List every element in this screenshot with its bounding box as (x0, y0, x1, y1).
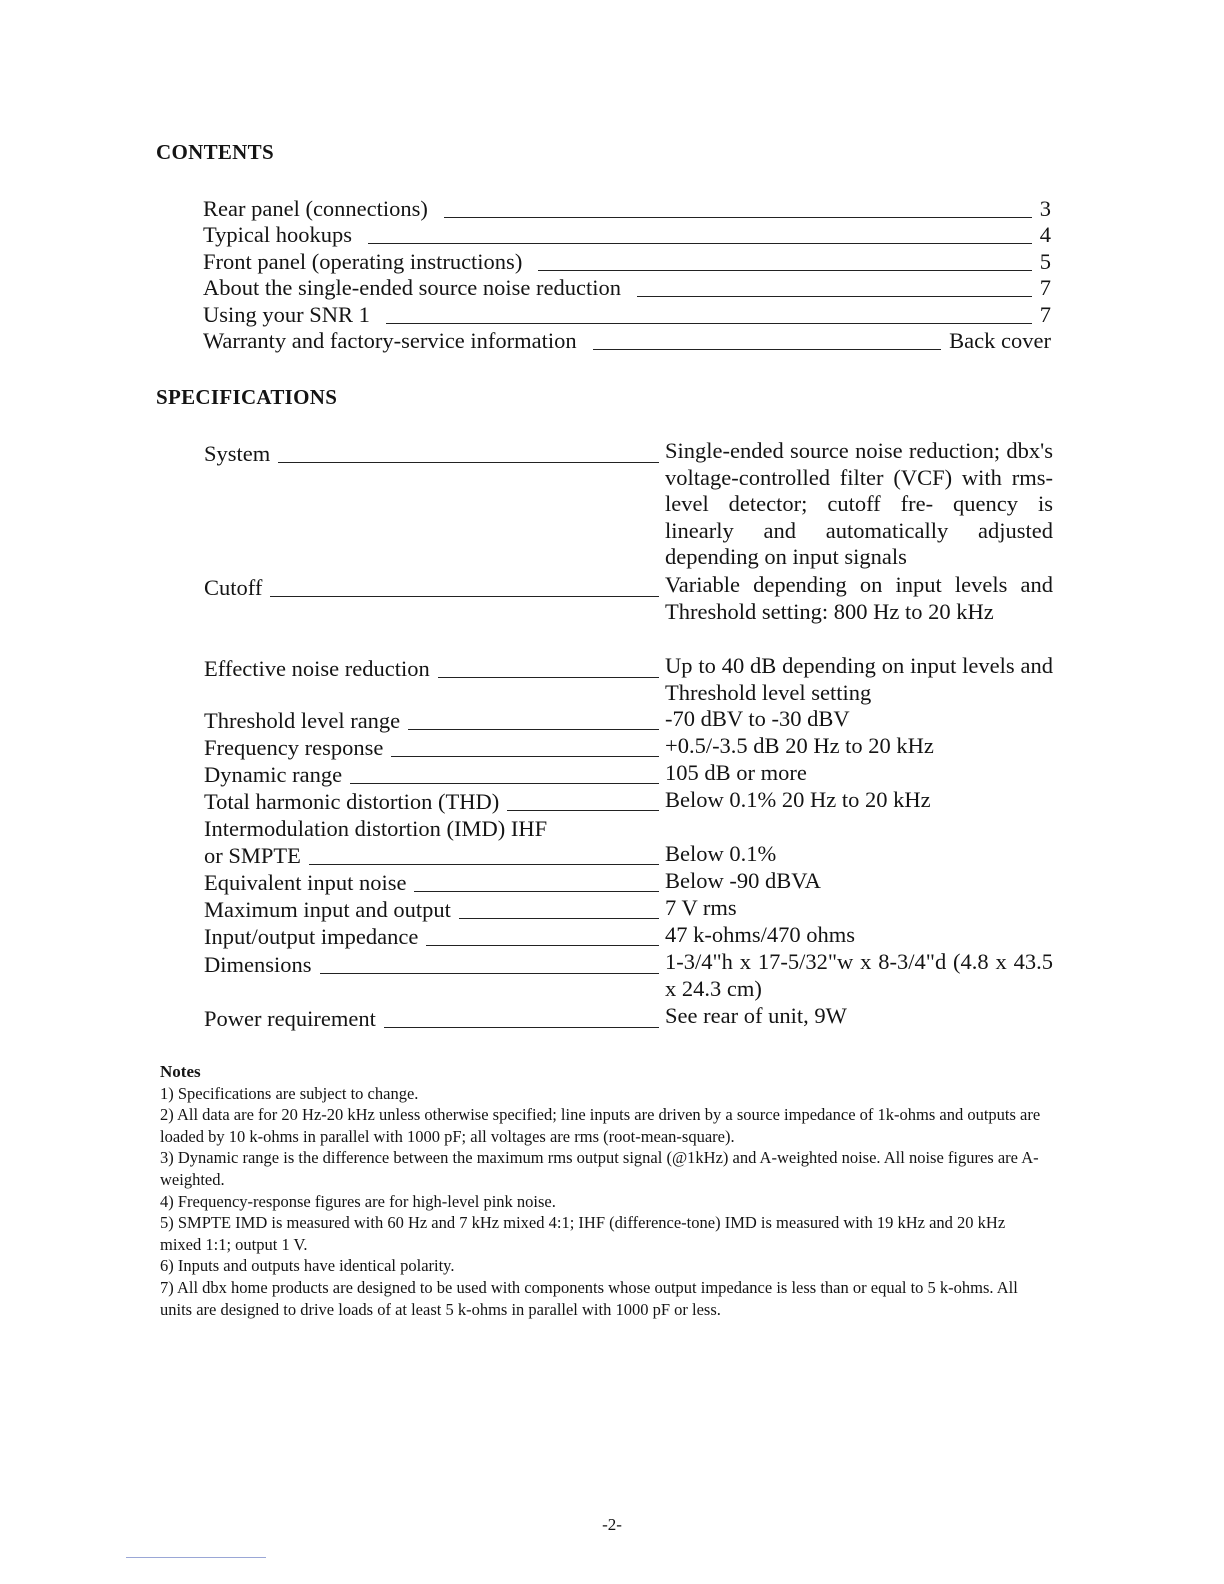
spec-leader-line (426, 945, 659, 946)
specifications-heading: SPECIFICATIONS (156, 385, 338, 409)
note-item: 5) SMPTE IMD is measured with 60 Hz and 7 kHz mixed 4:1; IHF (difference-tone) IMD is measured with 19 kHz and 20 kHz mixed 1:1; output 1 V. (160, 1213, 1006, 1254)
notes-title: Notes (160, 1062, 201, 1081)
toc-item-label: Warranty and factory-service information (203, 328, 577, 353)
spec-label-maximum-input-output (204, 897, 659, 923)
spec-leader-line (384, 1027, 659, 1028)
spec-label-imd (204, 816, 547, 842)
toc-item-page: Back cover (949, 328, 1051, 353)
note-item: 6) Inputs and outputs have identical polarity. (160, 1256, 455, 1276)
toc-item-label: Typical hookups (203, 222, 353, 247)
spec-label-equivalent-input-noise (204, 870, 659, 896)
spec-value-thd: Below 0.1% 20 Hz to 20 kHz (665, 787, 931, 812)
spec-label-text: Threshold level range (204, 708, 401, 733)
spec-label-cutoff (204, 575, 659, 601)
toc-item (203, 301, 1051, 328)
spec-label-input-output-impedance (204, 924, 659, 950)
spec-label-frequency-response (204, 735, 659, 761)
spec-label-dynamic-range (204, 762, 659, 788)
spec-value-equivalent-input-noise: Below -90 dBVA (665, 868, 821, 893)
toc-item-page: 4 (1039, 222, 1051, 247)
toc-item-label: Using your SNR 1 (203, 301, 370, 327)
toc-leader-line (593, 349, 942, 350)
notes-section (160, 1061, 1050, 1320)
spec-label-power-requirement (204, 1006, 659, 1032)
toc-leader-line (444, 217, 1032, 218)
spec-label-text: Frequency response (204, 735, 384, 760)
toc-leader-line (538, 270, 1031, 271)
spec-label-text: or SMPTE (204, 843, 301, 868)
toc-leader-line (637, 296, 1032, 297)
spec-leader-line (270, 596, 659, 597)
toc-item (203, 222, 1051, 249)
toc-item-page: 5 (1039, 248, 1051, 274)
spec-label-text: Intermodulation distortion (IMD) IHF (204, 816, 548, 841)
toc-item-page: 7 (1039, 301, 1051, 327)
scan-artifact-line (126, 1557, 266, 1558)
spec-label-text: System (204, 441, 271, 466)
spec-value-power-requirement: See rear of unit, 9W (665, 1003, 847, 1028)
spec-leader-line (438, 677, 659, 678)
contents-heading: CONTENTS (156, 140, 274, 164)
spec-label-thd (204, 789, 659, 815)
spec-value-input-output-impedance: 47 k-ohms/470 ohms (665, 922, 856, 947)
spec-value-threshold-level-range: -70 dBV to -30 dBV (665, 706, 850, 731)
toc-leader-line (386, 323, 1032, 324)
spec-leader-line (278, 462, 659, 463)
page-number: -2- (602, 1515, 622, 1534)
spec-value-imd: Below 0.1% (665, 841, 777, 866)
spec-label-dimensions (204, 952, 659, 978)
table-of-contents (203, 195, 1051, 354)
spec-value-frequency-response: +0.5/-3.5 dB 20 Hz to 20 kHz (665, 733, 934, 758)
spec-label-text: Dynamic range (204, 762, 343, 787)
spec-value-dynamic-range: 105 dB or more (665, 760, 807, 785)
spec-label-text: Dimensions (204, 952, 312, 977)
toc-item-page: 3 (1039, 195, 1051, 221)
toc-item (203, 275, 1051, 302)
spec-leader-line (459, 918, 659, 919)
note-item: 1) Specifications are subject to change. (160, 1083, 419, 1103)
spec-label-text: Cutoff (204, 575, 263, 600)
spec-label-text: Effective noise reduction (204, 656, 430, 681)
spec-leader-line (391, 756, 659, 757)
spec-label-text: Input/output impedance (204, 924, 419, 949)
toc-item (203, 195, 1051, 222)
note-item: 3) Dynamic range is the difference between the maximum rms output signal (@1kHz) and A-weighted noise. All noise figures are A-weighted. (160, 1148, 1039, 1189)
spec-value-cutoff: Variable depending on input levels and Threshold setting: 800 Hz to 20 kHz (665, 572, 1053, 624)
spec-value-maximum-input-output: 7 V rms (665, 895, 737, 920)
spec-label-text: Equivalent input noise (204, 870, 407, 895)
spec-label-threshold-level-range (204, 708, 659, 734)
spec-leader-line (320, 973, 659, 974)
spec-label-text: Maximum input and output (204, 897, 451, 922)
toc-item-label: Rear panel (connections) (203, 195, 428, 221)
note-item: 7) All dbx home products are designed to be used with components whose output impedance is less than or equal to 5 k-ohms. All units are designed to drive loads of at least 5 k-ohms in parallel with 1000 pF or less. (160, 1277, 1018, 1319)
spec-value-system: Single-ended source noise reduction; dbx's voltage-controlled filter (VCF) with rms-level detector; cutoff fre- quency is linearly and automatically adjusted depending on input signals (665, 438, 1053, 570)
toc-leader-line (368, 243, 1032, 244)
toc-item-label: Front panel (operating instructions) (203, 248, 523, 274)
toc-item-label: About the single-ended source noise reduction (203, 275, 622, 300)
toc-item (203, 248, 1051, 275)
spec-value-effective-noise-reduction: Up to 40 dB depending on input levels and Threshold level setting (665, 653, 1053, 705)
spec-label-imd-continued (204, 843, 659, 869)
spec-value-dimensions: 1-3/4"h x 17-5/32"w x 8-3/4"d (4.8 x 43.5 x 24.3 cm) (665, 949, 1053, 1001)
spec-label-text: Total harmonic distortion (THD) (204, 789, 500, 814)
spec-label-system (204, 441, 659, 467)
toc-item-page: 7 (1039, 275, 1051, 300)
note-item: 2) All data are for 20 Hz-20 kHz unless otherwise specified; line inputs are driven by a source impedance of 1k-ohms and outputs are loaded by 10 k-ohms in parallel with 1000 pF; all voltages are rms (root-mean-square). (160, 1105, 1041, 1146)
spec-leader-line (350, 783, 659, 784)
spec-leader-line (414, 891, 659, 892)
spec-label-text: Power requirement (204, 1006, 376, 1031)
spec-leader-line (309, 864, 659, 865)
toc-item (203, 328, 1051, 355)
spec-leader-line (507, 810, 659, 811)
note-item: 4) Frequency-response figures are for high-level pink noise. (160, 1191, 556, 1211)
spec-leader-line (408, 729, 659, 730)
spec-label-effective-noise-reduction (204, 656, 659, 682)
